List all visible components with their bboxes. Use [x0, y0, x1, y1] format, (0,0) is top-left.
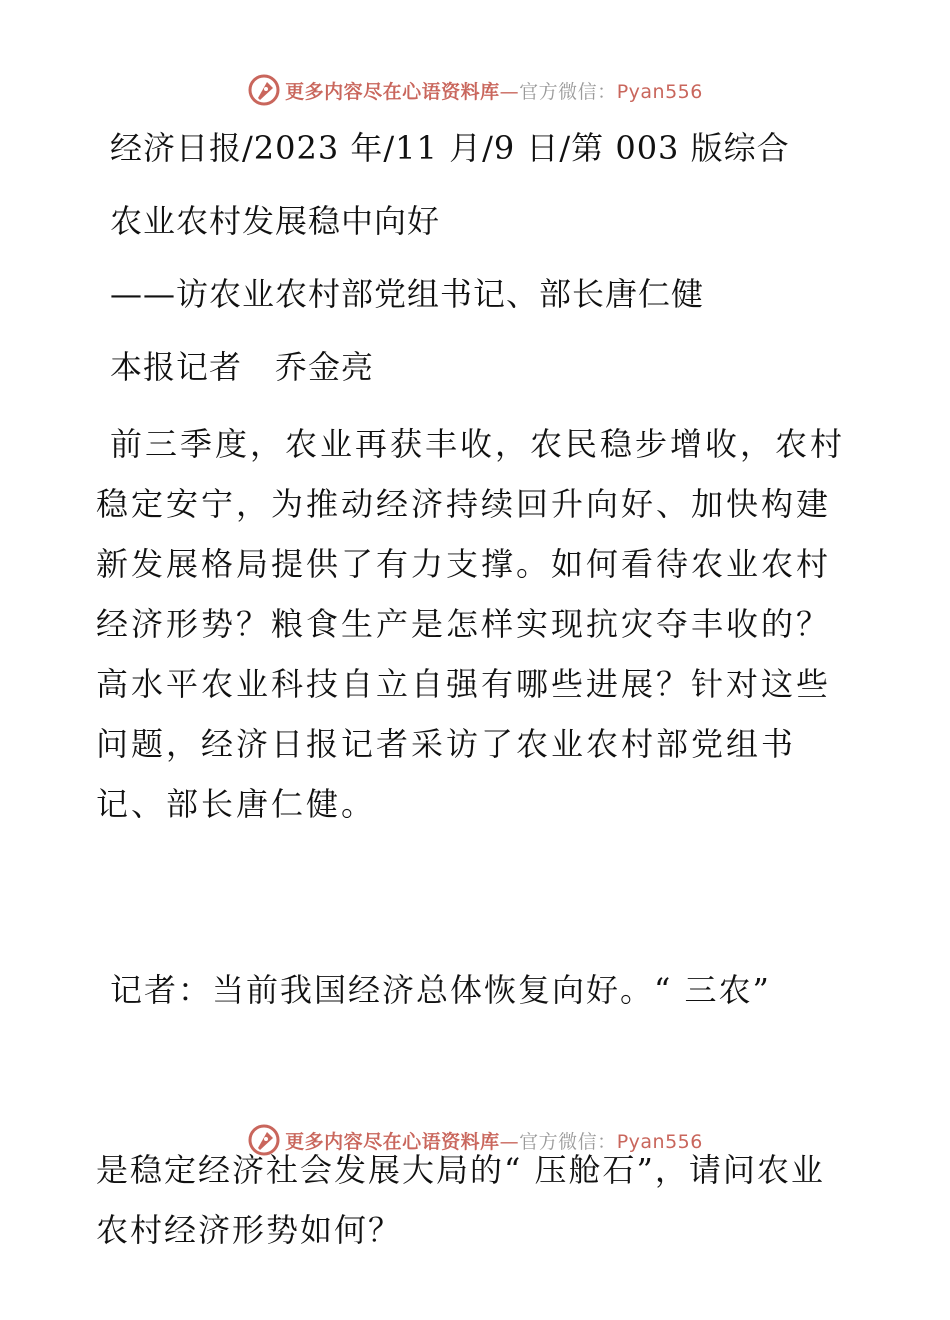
byline: 本报记者 乔金亮 — [110, 348, 375, 386]
watermark-official-label: 官方微信： — [519, 80, 617, 103]
question-rest: 是稳定经济社会发展大局的“ 压舱石”，请问农业农村经济形势如何？ — [96, 1151, 825, 1249]
top-watermark-banner — [0, 70, 950, 110]
question-paragraph — [96, 840, 856, 1320]
watermark-wechat-id: Pyan556 — [616, 80, 703, 103]
pen-nib-logo-icon — [247, 73, 281, 107]
watermark-main: 更多内容尽在心语资料库 — [285, 1130, 500, 1153]
watermark-official-label: 官方微信： — [519, 1130, 617, 1153]
bottom-watermark-banner — [0, 1120, 950, 1160]
article-title: 农业农村发展稳中向好 — [110, 202, 441, 240]
watermark-text — [285, 77, 703, 104]
watermark-dash: — — [499, 80, 520, 103]
watermark-dash: — — [499, 1130, 520, 1153]
article-subtitle: ——访农业农村部党组书记、部长唐仁健 — [110, 275, 705, 313]
pen-nib-logo-icon — [247, 1123, 281, 1157]
watermark-wechat-id: Pyan556 — [616, 1130, 703, 1153]
watermark-text — [285, 1127, 703, 1154]
watermark-main: 更多内容尽在心语资料库 — [285, 80, 500, 103]
intro-paragraph: 前三季度，农业再获丰收，农民稳步增收，农村稳定安宁，为推动经济持续回升向好、加快构建新发展格局提供了有力支撑。如何看待农业农村经济形势？粮食生产是怎样实现抗灾夺丰收的？高水平农业科技自立自强有哪些进展？针对这些问题，经济日报记者采访了农业农村部党组书记、部长唐仁健。 — [96, 425, 846, 823]
question-line-1: 记者：当前我国经济总体恢复向好。“ 三农” — [110, 971, 771, 1009]
dateline: 经济日报/2023 年/11 月/9 日/第 003 版综合 — [110, 129, 790, 167]
